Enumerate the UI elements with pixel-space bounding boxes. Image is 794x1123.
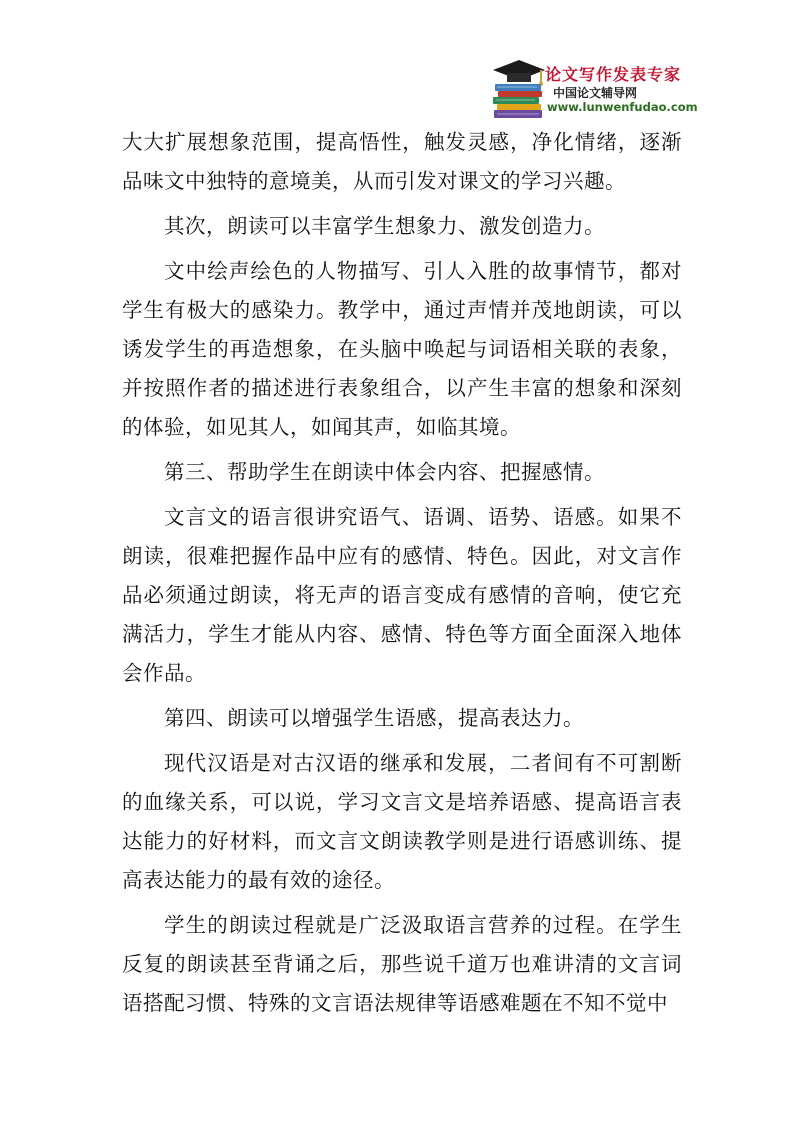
document-body [122,123,682,1029]
section-heading-fourth: 第四、朗读可以增强学生语感，提高表达力。 [164,706,584,730]
logo-title: 论文写作发表专家 [545,65,682,84]
section-heading-second: 其次，朗读可以丰富学生想象力、激发创造力。 [164,214,605,238]
paragraph: 文言文的语言很讲究语气、语调、语势、语感。如果不朗读，很难把握作品中应有的感情、特色。因此，对文言作品必须通过朗读，将无声的语言变成有感情的音响，使它充满活力，学生才能从内容、感情、特色等方面全面深入地体会作品。 [122,505,682,685]
section-heading-third: 第三、帮助学生在朗读中体会内容、把握感情。 [164,460,605,484]
graduation-cap-books-icon [489,56,549,122]
paragraph: 现代汉语是对古汉语的继承和发展，二者间有不可割断的血缘关系，可以说，学习文言文是培养语感、提高语言表达能力的好材料，而文言文朗读教学则是进行语感训练、提高表达能力的最有效的途径。 [122,751,682,892]
paragraph-continued: 大大扩展想象范围，提高悟性，触发灵感，净化情绪，逐渐品味文中独特的意境美，从而引发对课文的学习兴趣。 [122,130,682,193]
site-logo [489,56,698,122]
paragraph: 文中绘声绘色的人物描写、引人入胜的故事情节，都对学生有极大的感染力。教学中，通过声情并茂地朗读，可以诱发学生的再造想象，在头脑中唤起与词语相关联的表象，并按照作者的描述进行表象组合，以产生丰富的想象和深刻的体验，如见其人，如闻其声，如临其境。 [122,259,682,439]
paragraph: 学生的朗读过程就是广泛汲取语言营养的过程。在学生反复的朗读甚至背诵之后，那些说千道万也难讲清的文言词语搭配习惯、特殊的文言语法规律等语感难题在不知不觉中 [122,913,682,1015]
logo-url: www.lunwenfudao.com [547,100,698,114]
logo-subtitle: 中国论文辅导网 [553,86,638,100]
